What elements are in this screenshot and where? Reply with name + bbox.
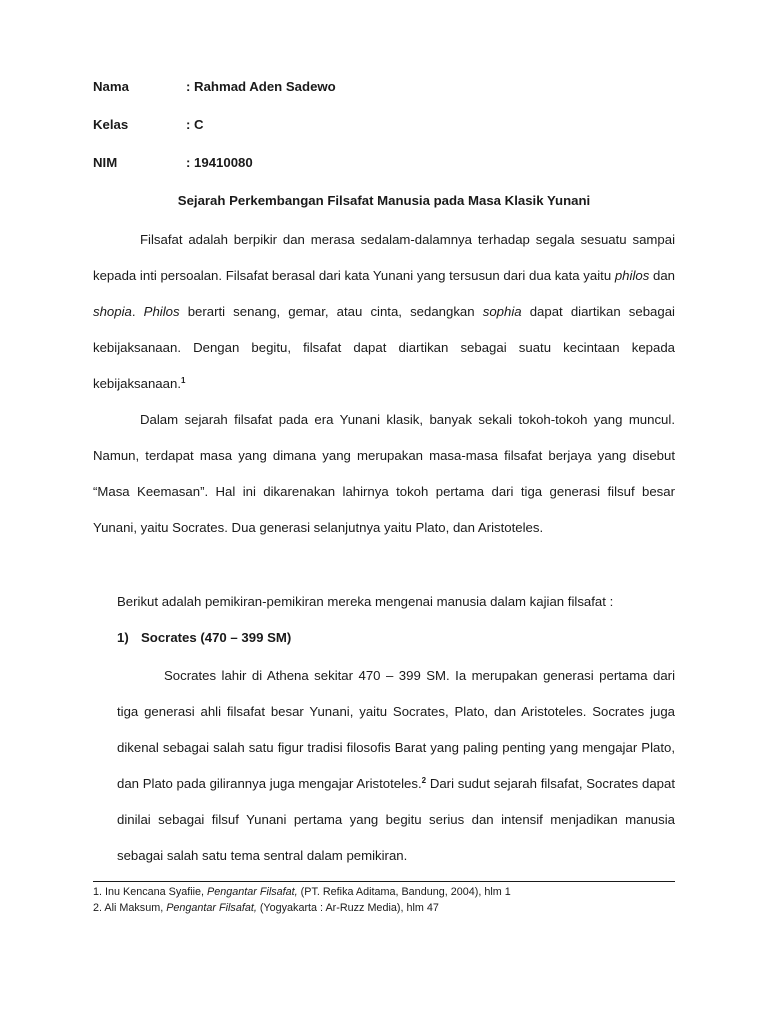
section-heading-text: Socrates (470 – 399 SM): [141, 630, 292, 645]
section-heading-socrates: [117, 628, 291, 648]
class-row: [93, 115, 204, 135]
name-row: [93, 77, 336, 97]
class-value: : C: [186, 117, 204, 132]
class-label: Kelas: [93, 117, 129, 132]
paragraph-lead: Berikut adalah pemikiran-pemikiran mereka mengenai manusia dalam kajian filsafat :: [117, 594, 614, 609]
nim-value: : 19410080: [186, 155, 253, 170]
footnote-ref-2: 2: [421, 776, 427, 785]
section-number: 1): [117, 630, 129, 645]
nim-row: [93, 153, 253, 173]
paragraph-socrates: Socrates lahir di Athena sekitar 470 – 399 SM. Ia merupakan generasi pertama dari tiga generasi ahli filsafat besar Yunani, yaitu Socrates, Plato, dan Aristoteles. Socrates juga dikenal sebagai salah satu figur tradisi filosofis Barat yang paling penting yang mengajar Plato, dan Plato pada gilirannya juga mengajar Aristoteles.$^2$ Dari sudut sejarah filsafat, Socrates dapat dinilai sebagai filsuf Yunani pertama yang begitu serius dan intensif menjadikan manusia sebagai salah satu tema sentral dalam pemikiran.: [117, 668, 675, 863]
document-title: Sejarah Perkembangan Filsafat Manusia pada Masa Klasik Yunani: [177, 193, 591, 208]
footnote-2: 2. Ali Maksum, Pengantar Filsafat, (Yogyakarta : Ar-Ruzz Media), hlm 47: [93, 902, 439, 914]
footnote-ref-1: 1: [180, 376, 186, 385]
footnotes: [93, 884, 511, 916]
footnote-1: 1. Inu Kencana Syafiie, Pengantar Filsafat, (PT. Refika Aditama, Bandung, 2004), hlm 1: [93, 886, 511, 898]
name-label: Nama: [93, 79, 129, 94]
footnote-divider: [93, 881, 675, 882]
paragraph-history: Dalam sejarah filsafat pada era Yunani klasik, banyak sekali tokoh-tokoh yang muncul. Namun, terdapat masa yang dimana yang merupakan masa-masa filsafat berjaya yang disebut “Masa Keemasan”. Hal ini dikarenakan lahirnya tokoh pertama dari tiga generasi filsuf besar Yunani, yaitu Socrates. Dua generasi selanjutnya yaitu Plato, dan Aristoteles.: [93, 412, 675, 535]
nim-label: NIM: [93, 155, 118, 170]
name-value: : Rahmad Aden Sadewo: [186, 79, 336, 94]
paragraph-intro: Filsafat adalah berpikir dan merasa sedalam-dalamnya terhadap segala sesuatu sampai kepada inti persoalan. Filsafat berasal dari kata Yunani yang tersusun dari dua kata yaitu philos dan shopia. Philos berarti senang, gemar, atau cinta, sedangkan sophia dapat diartikan sebagai kebijaksanaan. Dengan begitu, filsafat dapat diartikan sebagai suatu kecintaan kepada kebijaksanaan.$^1$: [93, 232, 675, 391]
